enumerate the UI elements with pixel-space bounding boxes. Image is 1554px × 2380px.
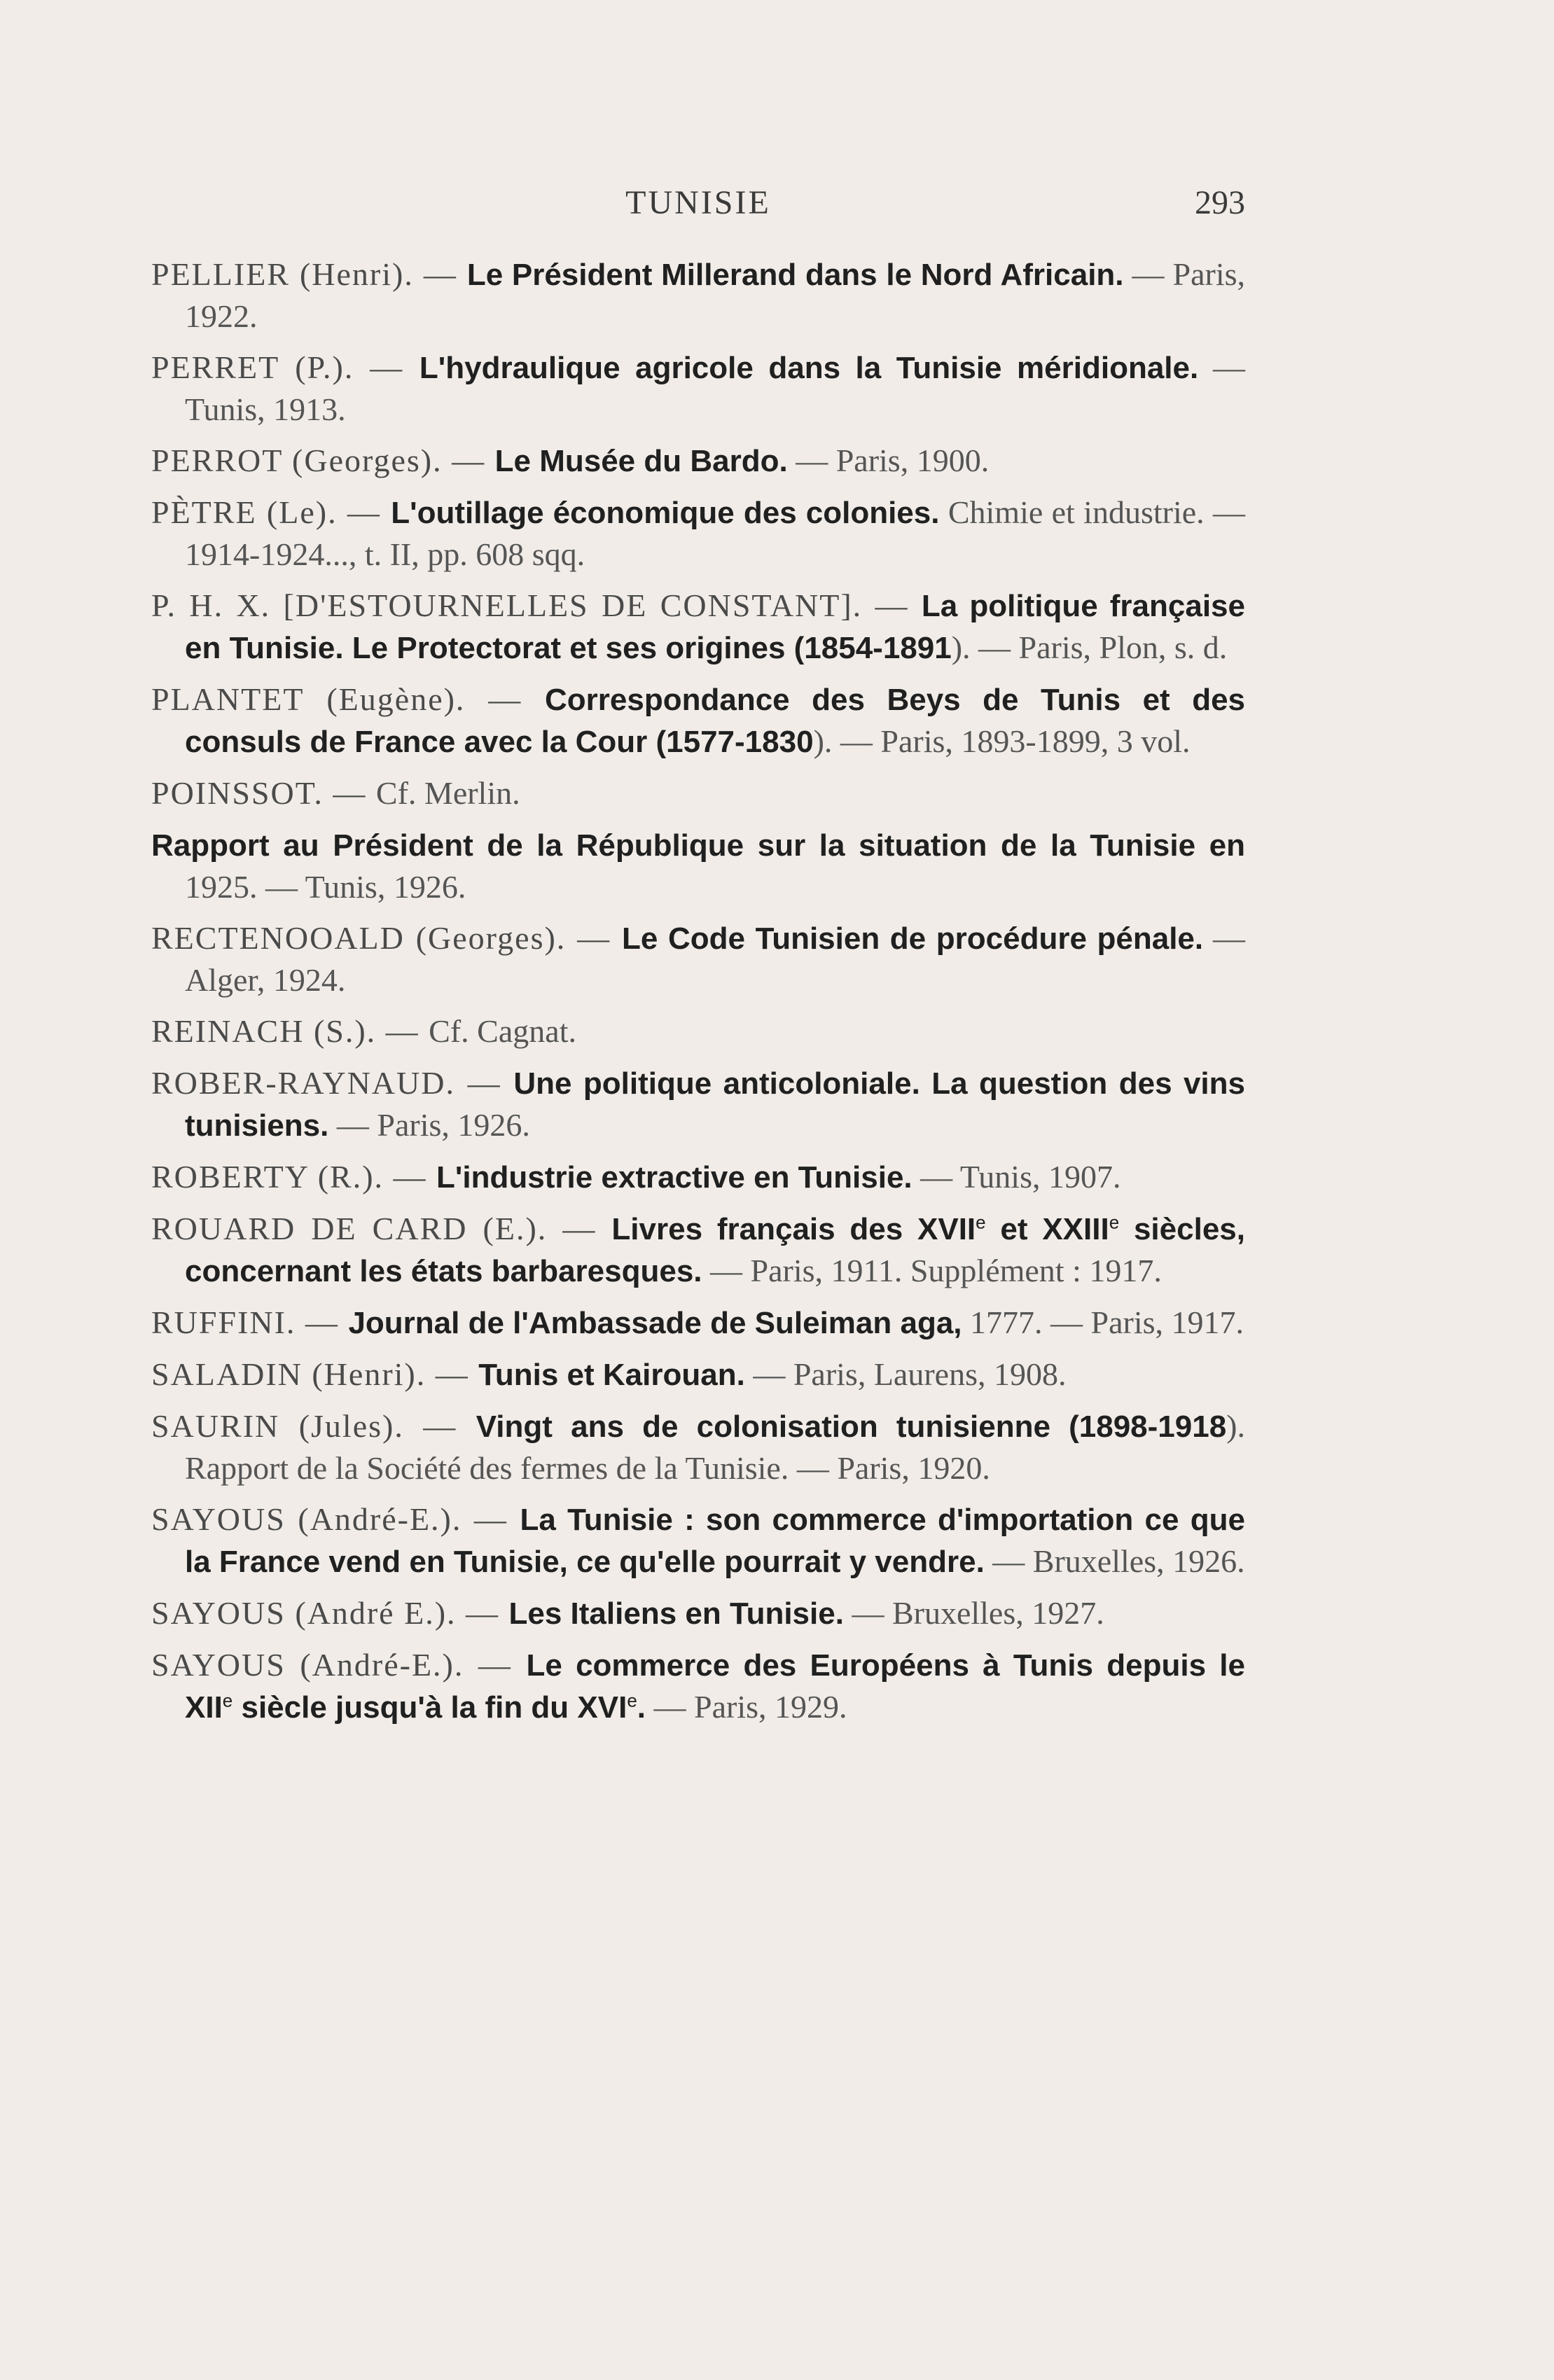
bibliography-entry (151, 1302, 1245, 1344)
entry-title: La Tunisie : son commerce d'importation ce que la France vend en Tunisie, ce qu'elle pourrait y vendre. (185, 1503, 1245, 1579)
superscript: e (627, 1690, 637, 1711)
bibliography-entry (151, 492, 1245, 575)
entry-author: ROBERTY (R.). — (151, 1159, 437, 1195)
bibliography-entry (151, 440, 1245, 482)
bibliography-entry (151, 1156, 1245, 1198)
entry-title: Le Président Millerand dans le Nord Africain. (466, 258, 1124, 292)
entry-title-part: . (637, 1690, 646, 1725)
entry-author: RUFFINI. — (151, 1304, 349, 1340)
entry-publication: 1925. — Tunis, 1926. (185, 869, 466, 905)
entry-author: P. H. X. [D'ESTOURNELLES DE CONSTANT]. — (151, 587, 922, 623)
entry-author: PERROT (Georges). — (151, 443, 495, 478)
entry-author: SAURIN (Jules). — (151, 1408, 476, 1444)
entry-author: SAYOUS (André-E.). — (151, 1647, 527, 1683)
bibliography-entry (151, 585, 1245, 669)
bibliography-entry (151, 1498, 1245, 1582)
entry-author: SALADIN (Henri). — (151, 1356, 479, 1392)
entry-publication: 1777. — Paris, 1917. (962, 1304, 1244, 1340)
bibliography-entry (151, 917, 1245, 1001)
entry-author: REINACH (S.). — (151, 1013, 429, 1049)
entry-title-part: Le commerce des Européens à Tunis depuis le XII (185, 1648, 1245, 1725)
entry-author: PERRET (P.). — (151, 349, 419, 385)
entry-publication: — Bruxelles, 1927. (843, 1595, 1104, 1631)
entry-title-part: Livres français des XVII (611, 1212, 976, 1246)
entry-title: Le Code Tunisien de procédure pénale. (622, 921, 1204, 956)
entry-publication: — Bruxelles, 1926. (984, 1543, 1245, 1579)
entry-author: PÈTRE (Le). — (151, 494, 391, 530)
entry-publication: — Paris, 1926. (328, 1107, 530, 1143)
entry-title: Une politique anticoloniale. La question des vins tunisiens. (185, 1066, 1245, 1143)
entry-title: L'outillage économique des colonies. (391, 496, 940, 530)
bibliography-entry (151, 678, 1245, 763)
entry-publication: ). Rapport de la Société des fermes de la Tunisie. — Paris, 1920. (185, 1408, 1245, 1486)
running-title: TUNISIE (625, 184, 771, 221)
bibliography-entry (151, 824, 1245, 907)
bibliography-entry (151, 1644, 1245, 1728)
entry-title: Tunis et Kairouan. (478, 1358, 745, 1392)
entry-title-part: siècles, concernant les états barbaresques. (185, 1212, 1245, 1288)
entry-publication: ). — Paris, 1893-1899, 3 vol. (813, 723, 1191, 759)
bibliography-entry (151, 1353, 1245, 1396)
entry-publication: — Paris, Laurens, 1908. (744, 1356, 1067, 1392)
bibliography-entry (151, 1405, 1245, 1489)
bibliography-entry (151, 1062, 1245, 1146)
entry-title: Correspondance des Beys de Tunis et des consuls de France avec la Cour (1577-1830 (185, 683, 1246, 759)
entry-publication: ). — Paris, Plon, s. d. (951, 629, 1228, 665)
entry-title: Le Musée du Bardo. (494, 444, 788, 478)
entry-author: RECTENOOALD (Georges). — (151, 920, 623, 956)
entry-title: Rapport au Président de la République sur la situation de la Tunisie en (151, 828, 1245, 863)
entry-title-part: siècle jusqu'à la fin du XVI (233, 1690, 627, 1725)
bibliography-entry (151, 253, 1245, 337)
entry-title: Les Italiens en Tunisie. (508, 1596, 844, 1631)
bibliography-entry (151, 1208, 1245, 1292)
entry-title: L'hydraulique agricole dans la Tunisie méridionale. (419, 351, 1199, 385)
entry-title: Journal de l'Ambassade de Suleiman aga, (348, 1306, 962, 1340)
bibliography-entry (151, 772, 1245, 814)
page-number: 293 (1195, 184, 1245, 221)
entry-publication: — Paris, 1929. (646, 1689, 847, 1725)
bibliography-entry (151, 1592, 1245, 1634)
bibliography-list (151, 253, 1245, 1738)
entry-author: SAYOUS (André E.). — (151, 1595, 509, 1631)
entry-author: ROUARD DE CARD (E.). — (151, 1211, 612, 1246)
entry-author: POINSSOT. — (151, 775, 376, 811)
bibliography-entry (151, 347, 1245, 430)
entry-title-part: et XXIII (985, 1212, 1109, 1246)
entry-publication: — Tunis, 1913. (185, 349, 1246, 427)
entry-title: L'industrie extractive en Tunisie. (436, 1160, 913, 1195)
entry-publication: — Paris, 1911. Supplément : 1917. (702, 1253, 1162, 1288)
entry-publication: Cf. Cagnat. (429, 1013, 576, 1049)
entry-author: PELLIER (Henri). — (151, 256, 467, 292)
entry-publication: — Paris, 1922. (185, 256, 1245, 334)
entry-publication: — Tunis, 1907. (912, 1159, 1121, 1195)
entry-author: PLANTET (Eugène). — (151, 681, 545, 717)
superscript: e (1109, 1211, 1120, 1233)
superscript: e (222, 1690, 233, 1711)
bibliography-entry (151, 1010, 1245, 1052)
entry-publication: Cf. Merlin. (375, 775, 520, 811)
entry-publication: — Paris, 1900. (787, 443, 990, 478)
entry-publication: — Alger, 1924. (185, 920, 1246, 998)
page-header (151, 183, 1245, 225)
entry-title: La politique française en Tunisie. Le Protectorat et ses origines (1854-1891 (185, 589, 1245, 665)
entry-title: Vingt ans de colonisation tunisienne (1898-1918 (476, 1410, 1227, 1444)
superscript: e (976, 1211, 986, 1233)
entry-author: ROBER-RAYNAUD. — (151, 1065, 514, 1101)
entry-author: SAYOUS (André-E.). — (151, 1501, 520, 1537)
entry-publication: Chimie et industrie. — 1914-1924..., t. II, pp. 608 sqq. (185, 494, 1246, 572)
